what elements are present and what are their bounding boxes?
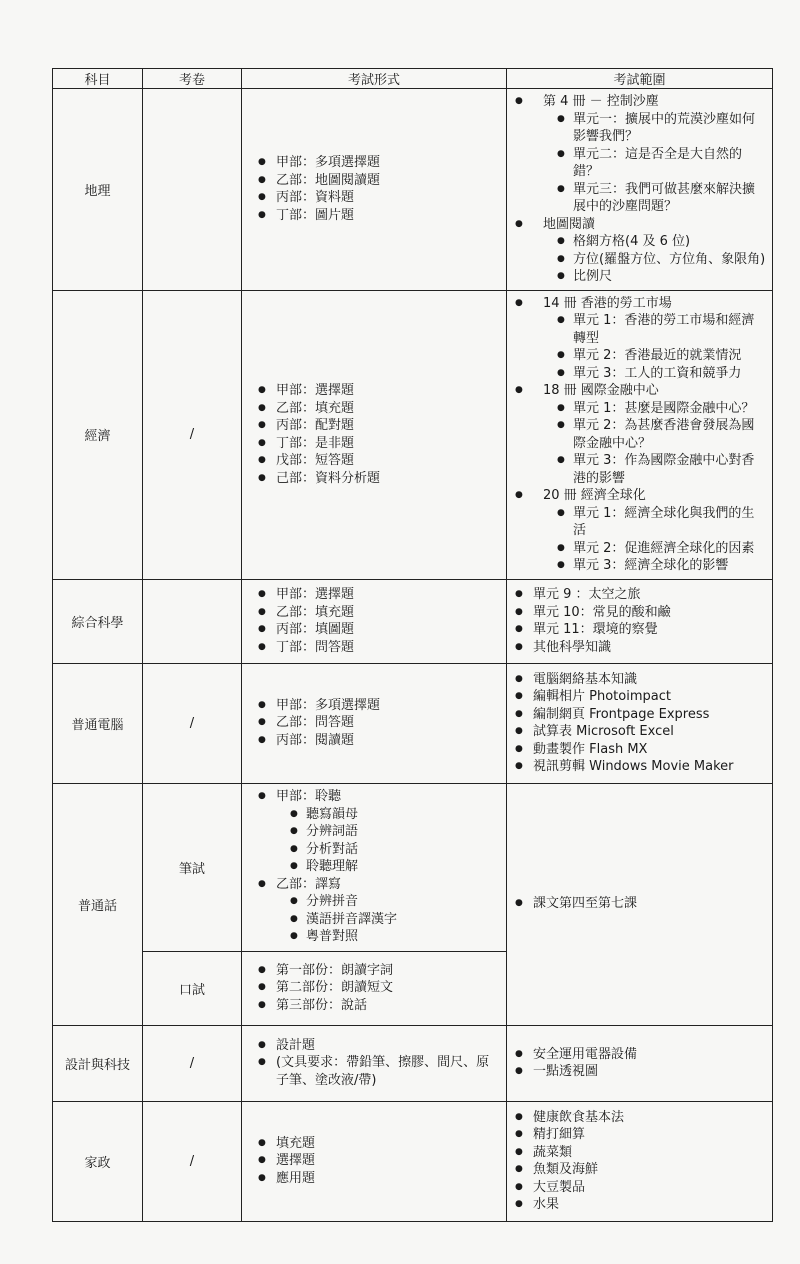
exam-table (52, 68, 773, 1222)
table-row (53, 89, 773, 291)
list-item: ● 乙部：地圖閱讀題 (276, 172, 500, 190)
subject-cell: 普通話 (53, 783, 143, 1025)
paper-cell: / (143, 1101, 242, 1221)
list-item: ● 聽寫韻母 (306, 806, 500, 824)
format-title: 甲部：聆聽 (276, 789, 342, 805)
list-item: ● 編輯相片 Photoimpact (533, 688, 766, 706)
list-item: ● 一點透視圖 (533, 1063, 766, 1081)
list-item: ● 分辨詞語 (306, 823, 500, 841)
list-item: ● 第三部份：說話 (276, 997, 500, 1015)
list-item: ● 丁部：圖片題 (276, 207, 500, 225)
format-cell (242, 783, 507, 951)
scope-title: 18 冊 國際金融中心 (543, 383, 659, 398)
list-item: ● 乙部：填充題 (276, 604, 500, 622)
list-item: ● 單元 3：工人的工資和競爭力 (573, 365, 766, 383)
subject-cell: 地理 (53, 89, 143, 291)
subject-cell: 設計與科技 (53, 1025, 143, 1101)
header-paper: 考卷 (143, 69, 242, 89)
list-item: ● 戊部：短答題 (276, 452, 500, 470)
list-item: ● 單元一：擴展中的荒漠沙塵如何影響我們？ (573, 111, 766, 146)
scope-cell (507, 663, 773, 783)
list-item: ● 蔬菜類 (533, 1144, 766, 1162)
list-item: ● 動畫製作 Flash MX (533, 741, 766, 759)
list-item: ● 甲部：選擇題 (276, 382, 500, 400)
list-item: ● 單元 2：香港最近的就業情況 (573, 347, 766, 365)
list-item: ● 單元 9 ：太空之旅 (533, 586, 766, 604)
scope-cell (507, 1101, 773, 1221)
list-item: ● 格網方格(4 及 6 位) (573, 233, 766, 251)
list-item: ● 單元 3：作為國際金融中心對香港的影響 (573, 452, 766, 487)
list-item: ● 電腦網絡基本知識 (533, 671, 766, 689)
list-item: ● 甲部：多項選擇題 (276, 154, 500, 172)
list-item: ● 單元二：這是否全是大自然的錯？ (573, 146, 766, 181)
list-item: ● 單元 2：為甚麼香港會發展為國際金融中心？ (573, 417, 766, 452)
list-item: ● 單元 2：促進經濟全球化的因素 (573, 540, 766, 558)
scope-cell (507, 89, 773, 291)
list-item: ● 填充題 (276, 1135, 500, 1153)
scope-title: 14 冊 香港的勞工市場 (543, 295, 672, 311)
format-title: 乙部：譯寫 (276, 876, 342, 892)
scope-title: 地圖閱讀 (543, 216, 596, 232)
format-cell (242, 951, 507, 1025)
list-item: ● 丁部：問答題 (276, 639, 500, 657)
list-item: ● 水果 (533, 1196, 766, 1214)
list-item: ● 乙部：問答題 (276, 714, 500, 732)
header-scope: 考試範圍 (507, 69, 773, 89)
list-item: ● 魚類及海鮮 (533, 1161, 766, 1179)
list-item: ● 選擇題 (276, 1152, 500, 1170)
paper-cell: / (143, 663, 242, 783)
list-item: ● 精打細算 (533, 1126, 766, 1144)
list-item: ● 編制網頁 Frontpage Express (533, 706, 766, 724)
list-item: ● 方位(羅盤方位、方位角、象限角) (573, 251, 766, 269)
paper-cell (143, 579, 242, 663)
scope-cell (507, 1025, 773, 1101)
scope-title: 第 4 冊 － 控制沙塵 (543, 94, 659, 109)
list-item: ● 試算表 Microsoft Excel (533, 723, 766, 741)
format-cell (242, 579, 507, 663)
table-row (53, 290, 773, 579)
list-item: ● 單元 1：經濟全球化與我們的生活 (573, 505, 766, 540)
list-item: ● 安全運用電器設備 (533, 1046, 766, 1064)
exam-sheet (52, 68, 772, 1222)
list-item: ● 丙部：填圖題 (276, 621, 500, 639)
subject-cell: 普通電腦 (53, 663, 143, 783)
table-row (53, 663, 773, 783)
list-item: ● 單元 1：甚麼是國際金融中心？ (573, 400, 766, 418)
list-item: ● 丙部：資料題 (276, 189, 500, 207)
header-format: 考試形式 (242, 69, 507, 89)
table-row (53, 1025, 773, 1101)
list-item: ● 其他科學知識 (533, 639, 766, 657)
subject-cell: 綜合科學 (53, 579, 143, 663)
list-item: ● 單元三：我們可做甚麼來解決擴展中的沙塵問題？ (573, 181, 766, 216)
list-item: ● 單元 11：環境的察覺 (533, 621, 766, 639)
list-item: ● (文具要求：帶鉛筆、擦膠、間尺、原子筆、塗改液/帶) (276, 1054, 500, 1089)
list-item: ● 單元 1：香港的勞工市場和經濟轉型 (573, 312, 766, 347)
subject-cell: 經濟 (53, 290, 143, 579)
list-item: ● 分析對話 (306, 841, 500, 859)
list-item: ● 丙部：配對題 (276, 417, 500, 435)
list-item: ● 應用題 (276, 1170, 500, 1188)
table-row (53, 1101, 773, 1221)
scope-cell (507, 290, 773, 579)
list-item: ● 分辨拼音 (306, 893, 500, 911)
list-item: ● 比例尺 (573, 268, 766, 286)
table-row (53, 783, 773, 951)
paper-cell-written: 筆試 (143, 783, 242, 951)
subject-cell: 家政 (53, 1101, 143, 1221)
list-item: ● 單元 10：常見的酸和鹼 (533, 604, 766, 622)
list-item: ● 丙部：閱讀題 (276, 732, 500, 750)
list-item: ● 丁部：是非題 (276, 435, 500, 453)
scope-cell (507, 783, 773, 1025)
header-subject: 科目 (53, 69, 143, 89)
scope-cell (507, 579, 773, 663)
list-item: ● 課文第四至第七課 (533, 895, 766, 913)
list-item: ● 甲部：選擇題 (276, 586, 500, 604)
list-item: ● 聆聽理解 (306, 858, 500, 876)
list-item: ● 健康飲食基本法 (533, 1109, 766, 1127)
table-row (53, 579, 773, 663)
list-item: ● 第一部份：朗讀字詞 (276, 962, 500, 980)
list-item: ● 己部：資料分析題 (276, 470, 500, 488)
list-item: ● 大豆製品 (533, 1179, 766, 1197)
paper-cell (143, 89, 242, 291)
list-item: ● 設計題 (276, 1037, 500, 1055)
paper-cell: / (143, 290, 242, 579)
list-item: ● 乙部：填充題 (276, 400, 500, 418)
list-item: ● 單元 3：經濟全球化的影響 (573, 557, 766, 575)
list-item: ● 漢語拼音譯漢字 (306, 911, 500, 929)
format-cell (242, 89, 507, 291)
list-item: ● 第二部份：朗讀短文 (276, 979, 500, 997)
list-item: ● 視訊剪輯 Windows Movie Maker (533, 758, 766, 776)
header-row (53, 69, 773, 89)
format-cell (242, 1025, 507, 1101)
format-cell (242, 1101, 507, 1221)
scope-title: 20 冊 經濟全球化 (543, 488, 646, 503)
list-item: ● 粵普對照 (306, 928, 500, 946)
paper-cell-oral: 口試 (143, 951, 242, 1025)
list-item: ● 甲部：多項選擇題 (276, 697, 500, 715)
format-cell (242, 663, 507, 783)
format-cell (242, 290, 507, 579)
paper-cell: / (143, 1025, 242, 1101)
